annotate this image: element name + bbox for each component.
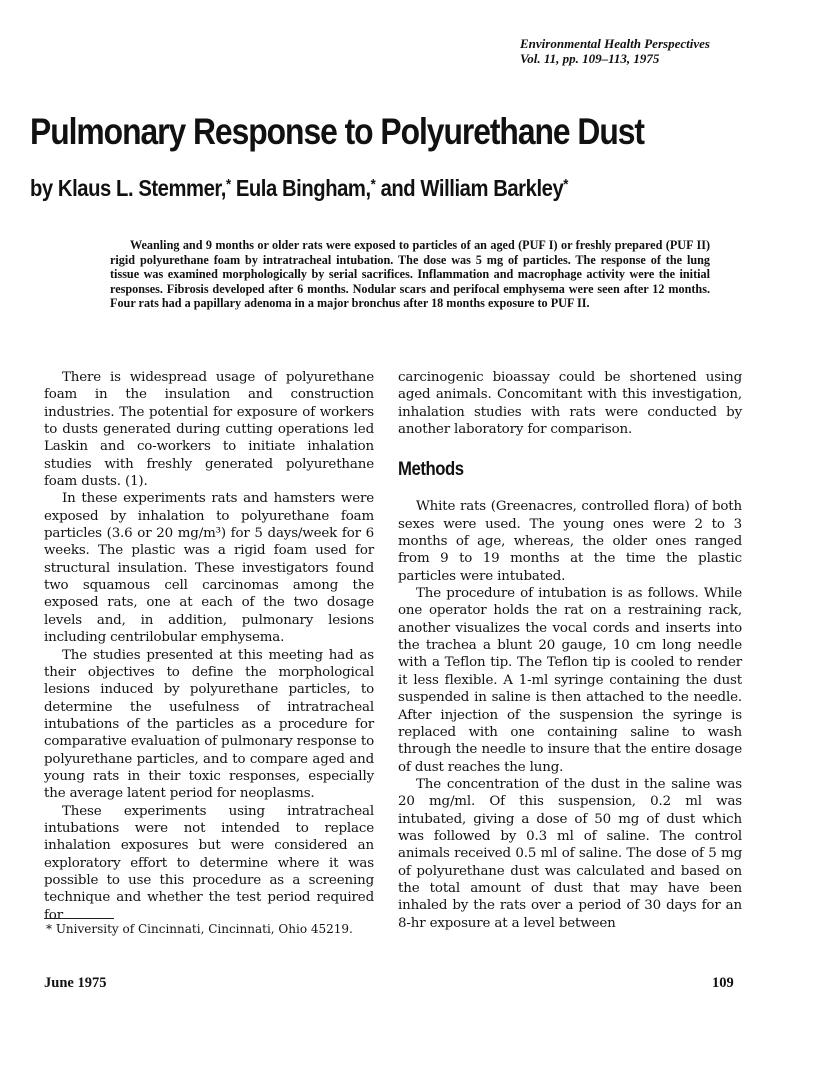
article-title: Pulmonary Response to Polyurethane Dust: [30, 111, 644, 152]
intro-paragraph-2: In these experiments rats and hamsters were exposed by inhalation to polyurethane foam particles (3.6 or 20 mg/m³) for 5 days/week for 6 weeks. The plastic was a rigid foam used for structural insulation. These investigators found two squamous cell carcinomas among the exposed rats, one at each of the two dosage levels and, in addition, pulmonary lesions including centrilobular emphysema.: [44, 491, 374, 646]
author-bingham: Eula Bingham,: [235, 175, 371, 201]
abstract: [110, 238, 710, 311]
journal-citation: Vol. 11, pp. 109–113, 1975: [520, 51, 660, 66]
author-barkley: and William Barkley: [380, 175, 564, 201]
byline-prefix: by: [30, 175, 53, 201]
affiliation-footnote: * University of Cincinnati, Cincinnati, Ohio 45219.: [46, 922, 353, 936]
intro-paragraph-1: There is widespread usage of polyurethane foam in the insulation and construction industries. The potential for exposure of workers to dusts generated during cutting operations led Laskin and co-workers to initiate inhalation studies with freshly generated polyurethane foam dusts. (1).: [44, 370, 374, 490]
footnote-rule: [44, 918, 114, 919]
author-line: [30, 170, 568, 203]
right-column: [398, 369, 742, 932]
methods-paragraph-3: The concentration of the dust in the saline was 20 mg/ml. Of this suspension, 0.2 ml was intubated, giving a dose of 50 mg of dust which was followed by 0.3 ml of saline. The control animals received 0.5 ml of saline. The dose of 5 mg of polyurethane dust was calculated and based on the total amount of dust that may have been inhaled by the rats over a period of 30 days for an 8-hr exposure at a level between: [398, 776, 742, 931]
intro-paragraph-4: These experiments using intratracheal intubations were not intended to replace inhalation exposures but were considered an exploratory effort to determine where it was possible to use this procedure as a screening technique and whether the test period required for: [44, 803, 374, 923]
intro-paragraph-3: The studies presented at this meeting had as their objectives to define the morphological lesions induced by polyurethane particles, to determine the usefulness of intratracheal intubations of the particles as a procedure for comparative evaluation of pulmonary response to polyurethane particles, and to compare aged and young rats in their toxic responses, especially the average latent period for neoplasms.: [44, 647, 374, 802]
abstract-text: Weanling and 9 months or older rats were exposed to particles of an aged (PUF I) or freshly prepared (PUF II) rigid polyurethane foam by intratracheal intubation. The dose was 5 mg of particles. The response of the lung tissue was examined morphologically by serial sacrifices. Inflammation and macrophage activity were the initial responses. Fibrosis developed after 6 months. Nodular scars and perifocal emphysema were seen after 12 months. Four rats had a papillary adenoma in a major bronchus after 18 months exposure to PUF II.: [110, 238, 710, 310]
methods-paragraph-2: The procedure of intubation is as follows. While one operator holds the rat on a restraining rack, another visualizes the vocal cords and inserts into the trachea a blunt 20 gauge, 10 cm long needle with a Teflon tip. The Teflon tip is cooled to render it less flexible. A 1-ml syringe containing the dust suspended in saline is then attached to the needle. After injection of the suspension the syringe is replaced with one containing saline to wash through the needle to insure that the entire dosage of dust reaches the lung.: [398, 586, 742, 775]
issue-date: June 1975: [44, 975, 107, 991]
affiliation-mark: *: [563, 176, 568, 193]
author-stemmer: Klaus L. Stemmer,: [57, 175, 226, 201]
affiliation-mark: *: [370, 176, 376, 193]
left-column: [44, 369, 374, 924]
intro-paragraph-continued: carcinogenic bioassay could be shortened using aged animals. Concomitant with this investigation, inhalation studies with rats were conducted by another laboratory for comparison.: [398, 370, 742, 438]
page-number: 109: [712, 975, 734, 991]
journal-header: [520, 36, 790, 66]
methods-heading: Methods: [398, 459, 464, 481]
methods-paragraph-1: White rats (Greenacres, controlled flora) of both sexes were used. The young ones were 2 to 3 months of age, whereas, the older ones ranged from 9 to 19 months at the time the plastic particles were intubated.: [398, 499, 742, 584]
journal-name: Environmental Health Perspectives: [520, 36, 710, 51]
affiliation-mark: *: [225, 176, 231, 193]
